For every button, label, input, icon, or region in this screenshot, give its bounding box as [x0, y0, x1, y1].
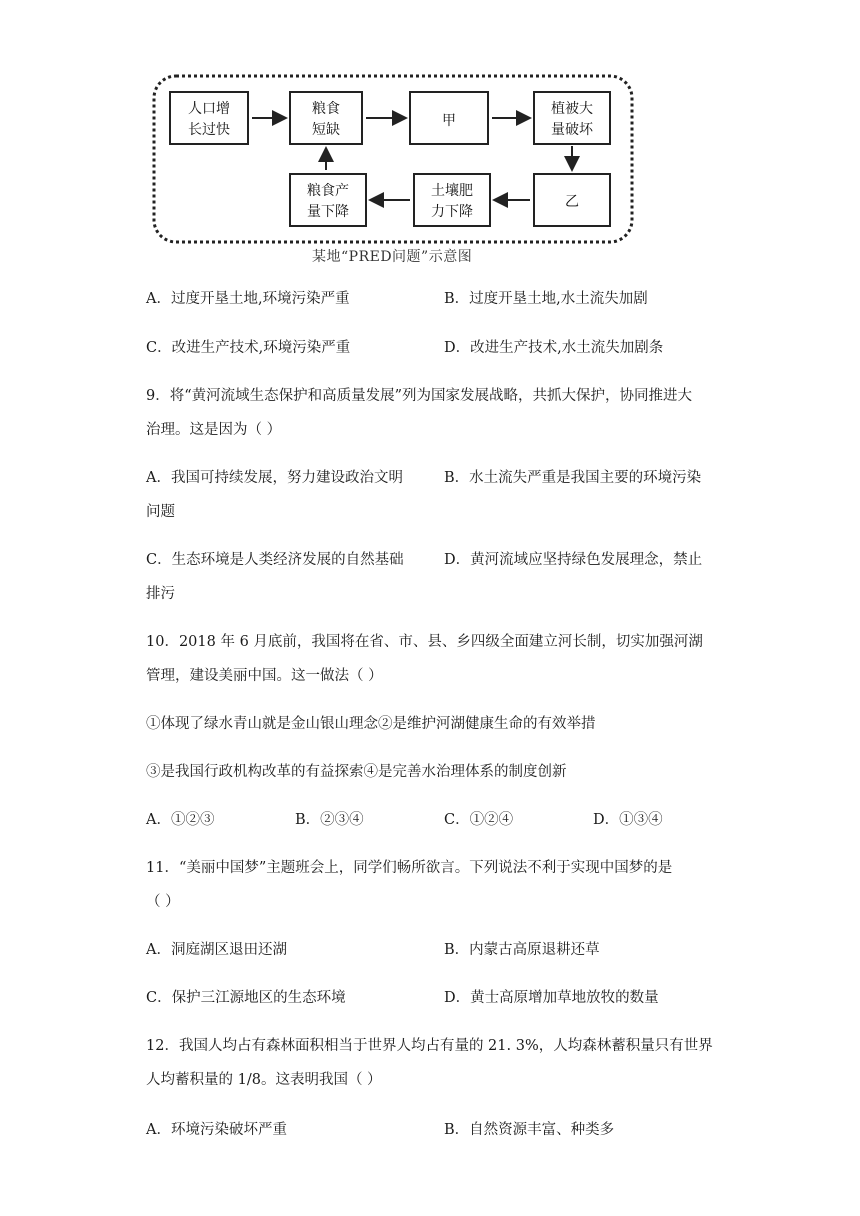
box-vegetation-line2: 量破坏	[551, 122, 593, 138]
q8-option-d: D．改进生产技术,水土流失加剧条	[444, 340, 664, 356]
box-food-short-line2: 短缺	[312, 122, 340, 138]
q9-option-b: B．水土流失严重是我国主要的环境污染	[444, 470, 702, 486]
q12-stem-line1: 12．我国人均占有森林面积相当于世界人均占有量的 21. 3%，人均森林蓄积量只有世界	[146, 1038, 713, 1054]
box-yield-line1: 粮食产	[307, 183, 349, 199]
q12-stem-line2: 人均蓄积量的 1/8。这表明我国（ ）	[146, 1072, 382, 1088]
box-yi-label: 乙	[565, 194, 579, 210]
q12-option-b: B．自然资源丰富、种类多	[444, 1122, 615, 1138]
q11-option-d: D．黄士高原增加草地放牧的数量	[444, 990, 659, 1006]
q8-option-b: B．过度开垦土地,水土流失加剧	[444, 291, 648, 307]
pred-diagram	[148, 70, 638, 270]
box-soil-line1: 土壤肥	[431, 183, 473, 199]
q11-option-c: C．保护三江源地区的生态环境	[146, 990, 346, 1006]
q11-stem-line2: （ ）	[146, 894, 180, 910]
q9-stem-line2: 治理。这是因为（ ）	[146, 422, 282, 438]
q9-option-a: A．我国可持续发展，努力建设政治文明	[146, 470, 403, 486]
q9-option-d: D．黄河流域应坚持绿色发展理念，禁止	[444, 552, 703, 568]
pred-diagram-svg	[148, 70, 638, 270]
box-yield-line2: 量下降	[307, 204, 349, 220]
q10-option-a: A．①②③	[146, 812, 215, 828]
box-vegetation-line1: 植被大	[551, 101, 593, 117]
q8-option-c: C．改进生产技术,环境污染严重	[146, 340, 351, 356]
q10-statement-1-2: ①体现了绿水青山就是金山银山理念②是维护河湖健康生命的有效举措	[146, 716, 596, 732]
q8-option-a: A．过度开垦土地,环境污染严重	[146, 291, 350, 307]
box-jia-label: 甲	[442, 113, 456, 129]
box-soil-line2: 力下降	[431, 204, 473, 220]
q12-option-a: A．环境污染破坏严重	[146, 1122, 287, 1138]
q9-option-d-continued: 排污	[146, 586, 175, 602]
q9-option-c: C．生态环境是人类经济发展的自然基础	[146, 552, 404, 568]
box-food-short-line1: 粮食	[312, 101, 340, 117]
box-population-line1: 人口增	[188, 101, 230, 117]
q9-option-b-continued: 问题	[146, 504, 175, 520]
q11-option-b: B．内蒙古高原退耕还草	[444, 942, 600, 958]
q10-stem-line2: 管理，建设美丽中国。这一做法（ ）	[146, 668, 383, 684]
q10-option-c: C．①②④	[444, 812, 514, 828]
q11-stem-line1: 11．“美丽中国梦”主题班会上，同学们畅所欲言。下列说法不利于实现中国梦的是	[146, 860, 673, 876]
q10-stem-line1: 10．2018 年 6 月底前，我国将在省、市、县、乡四级全面建立河长制，切实加强河湖	[146, 634, 703, 650]
box-population-line2: 长过快	[188, 122, 230, 138]
q11-option-a: A．洞庭湖区退田还湖	[146, 942, 287, 958]
q10-option-b: B．②③④	[295, 812, 364, 828]
q10-statement-3-4: ③是我国行政机构改革的有益探索④是完善水治理体系的制度创新	[146, 764, 567, 780]
q9-stem-line1: 9．将“黄河流域生态保护和高质量发展”列为国家发展战略，共抓大保护，协同推进大	[146, 388, 693, 404]
q10-option-d: D．①③④	[593, 812, 663, 828]
diagram-caption: 某地“PRED问题”示意图	[312, 249, 473, 265]
